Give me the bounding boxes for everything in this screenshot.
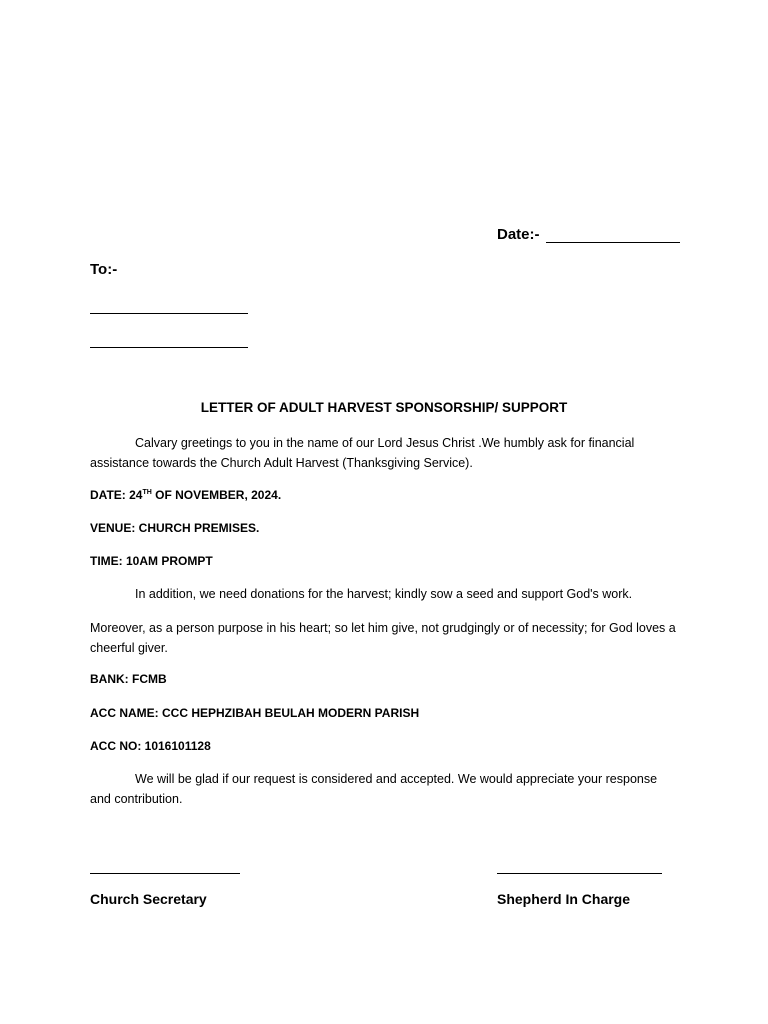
event-date-sup: TH (142, 489, 152, 496)
date-field (497, 226, 680, 243)
event-venue: VENUE: CHURCH PREMISES. (90, 521, 260, 535)
greeting-paragraph: Calvary greetings to you in the name of our Lord Jesus Christ .We humbly ask for financial assistance towards the Church Adult Harvest (Thanksgiving Service). (90, 436, 635, 470)
recipient-label: To:- (90, 261, 118, 278)
event-date-prefix: DATE: 24 (90, 488, 143, 502)
event-date-suffix: OF NOVEMBER, 2024. (151, 488, 282, 502)
date-label: Date:- (497, 226, 540, 243)
recipient-blank-line-2 (90, 346, 248, 348)
date-blank-line (546, 227, 680, 243)
event-date (90, 488, 281, 502)
donation-paragraph: In addition, we need donations for the harvest; kindly sow a seed and support God's work. (135, 587, 633, 601)
secretary-signature-line (90, 872, 240, 874)
bank-name: BANK: FCMB (90, 672, 167, 686)
secretary-label: Church Secretary (90, 891, 207, 907)
account-name: ACC NAME: CCC HEPHZIBAH BEULAH MODERN PARISH (90, 706, 420, 720)
shepherd-signature-line (497, 872, 662, 874)
scripture-paragraph: Moreover, as a person purpose in his heart; so let him give, not grudgingly or of necessity; for God loves a cheerful giver. (90, 621, 676, 655)
event-time: TIME: 10AM PROMPT (90, 554, 213, 568)
closing-paragraph: We will be glad if our request is considered and accepted. We would appreciate your response and contribution. (90, 772, 658, 806)
account-number: ACC NO: 1016101128 (90, 739, 211, 753)
letter-title: LETTER OF ADULT HARVEST SPONSORSHIP/ SUPPORT (200, 400, 568, 415)
recipient-blank-line-1 (90, 312, 248, 314)
shepherd-label: Shepherd In Charge (497, 891, 631, 907)
